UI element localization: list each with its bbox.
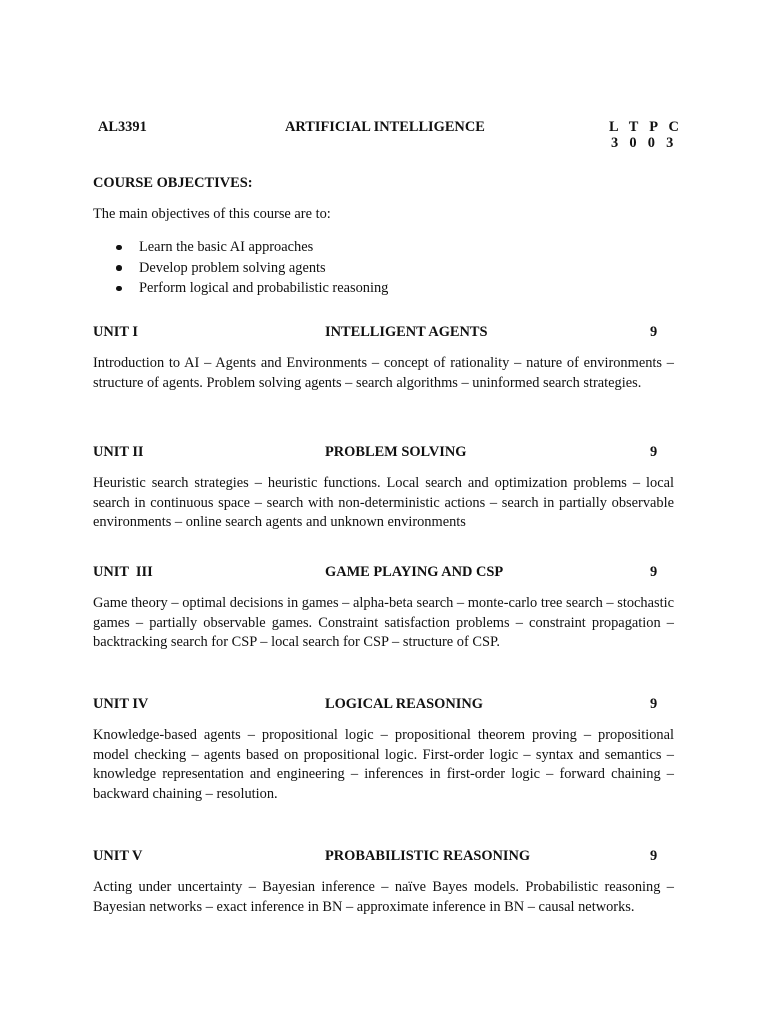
ltpc-values: 3 0 0 3 (611, 135, 678, 151)
objectives-list (93, 237, 388, 299)
list-item (93, 258, 388, 279)
unit-3-hours: 9 (650, 564, 658, 580)
ltpc-labels: L T P C (609, 119, 683, 135)
unit-2-title: PROBLEM SOLVING (325, 444, 467, 460)
objective-text: Perform logical and probabilistic reasoning (139, 280, 389, 296)
bullet-icon (116, 245, 122, 251)
unit-3-title: GAME PLAYING AND CSP (325, 564, 504, 580)
unit-1-hours: 9 (650, 324, 658, 340)
unit-1-title: INTELLIGENT AGENTS (325, 324, 488, 340)
unit-2-hours: 9 (650, 444, 658, 460)
unit-3-content: Game theory – optimal decisions in games – alpha-beta search – monte-carlo tree search – stochastic games – partially observable games. Constraint satisfaction problems – constraint propagation – backtracking search for CSP – local search for CSP – structure of CSP. (93, 595, 674, 651)
bullet-icon (116, 286, 122, 292)
objective-text: Learn the basic AI approaches (139, 239, 314, 255)
unit-1-label: UNIT I (93, 324, 138, 340)
unit-5-content: Acting under uncertainty – Bayesian inference – naïve Bayes models. Probabilistic reasoning – Bayesian networks – exact inference in BN – approximate inference in BN – causal networks. (93, 879, 674, 915)
unit-5-title: PROBABILISTIC REASONING (325, 848, 531, 864)
unit-3-label: UNIT III (93, 564, 153, 580)
unit-5-hours: 9 (650, 848, 658, 864)
unit-4-label: UNIT IV (93, 696, 149, 712)
unit-4-hours: 9 (650, 696, 658, 712)
bullet-icon (116, 265, 122, 271)
course-code: AL3391 (98, 119, 147, 135)
unit-1-content: Introduction to AI – Agents and Environments – concept of rationality – nature of environments – structure of agents. Problem solving agents – search algorithms – uninformed search strategies. (93, 355, 674, 391)
unit-2-label: UNIT II (93, 444, 144, 460)
list-item (93, 278, 388, 299)
objectives-intro: The main objectives of this course are to: (93, 206, 331, 222)
unit-4-title: LOGICAL REASONING (325, 696, 483, 712)
course-title: ARTIFICIAL INTELLIGENCE (285, 119, 485, 135)
objectives-heading: COURSE OBJECTIVES: (93, 175, 253, 191)
list-item (93, 237, 388, 258)
objective-text: Develop problem solving agents (139, 259, 326, 276)
unit-5-label: UNIT V (93, 848, 143, 864)
unit-2-content: Heuristic search strategies – heuristic functions. Local search and optimization problems – local search in continuous space – search with non-deterministic actions – search in partially observable environments – online search agents and unknown environments (93, 475, 674, 531)
unit-4-content: Knowledge-based agents – propositional logic – propositional theorem proving – propositional model checking – agents based on propositional logic. First-order logic – syntax and semantics – knowledge representation and engineering – inferences in first-order logic – forward chaining – backward chaining – resolution. (93, 727, 674, 802)
